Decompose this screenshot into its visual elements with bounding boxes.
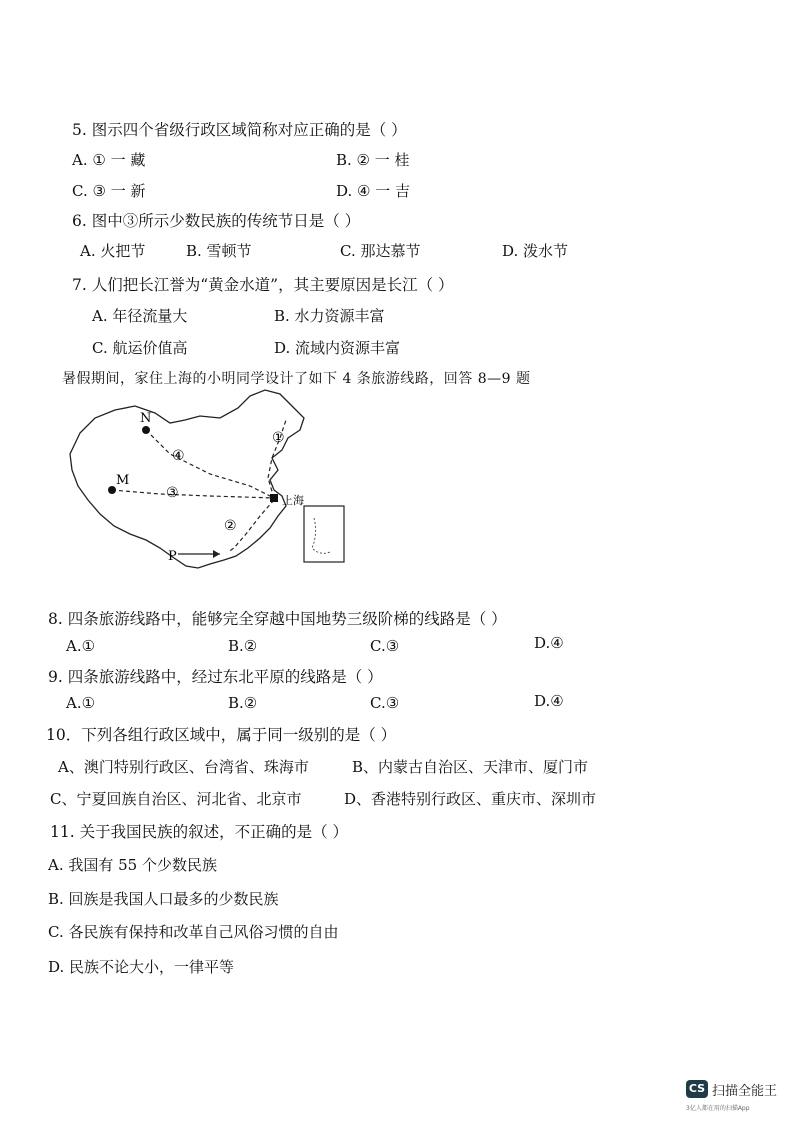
- question-9-stem: 9. 四条旅游线路中，经过东北平原的线路是（ ）: [48, 668, 383, 686]
- question-11-option-a: A. 我国有 55 个少数民族: [48, 856, 217, 874]
- watermark-app-name: 扫描全能王: [712, 1084, 778, 1099]
- point-m-marker: [108, 486, 116, 494]
- question-10-option-c: C、宁夏回族自治区、河北省、北京市: [50, 790, 302, 808]
- question-11-stem: 11. 关于我国民族的叙述，不正确的是（ ）: [50, 823, 349, 841]
- question-5-option-d: D. ④ 一 吉: [336, 182, 411, 200]
- question-11-option-c: C. 各民族有保持和改革自己风俗习惯的自由: [48, 923, 339, 941]
- question-9-option-a: A.①: [66, 694, 96, 712]
- question-11-option-b: B. 回族是我国人口最多的少数民族: [48, 890, 279, 908]
- question-6-option-b: B. 雪顿节: [186, 242, 252, 260]
- question-8-option-b: B.②: [228, 637, 258, 655]
- question-8-option-c: C.③: [370, 637, 400, 655]
- question-5-option-a: A. ① 一 藏: [72, 151, 146, 169]
- watermark-tagline: 3亿人都在用的扫描App: [686, 1105, 750, 1112]
- questions-8-9-intro: 暑假期间，家住上海的小明同学设计了如下 4 条旅游线路，回答 8—9 题: [62, 371, 531, 387]
- question-8-option-d: D.④: [534, 634, 564, 652]
- question-5-option-c: C. ③ 一 新: [72, 182, 146, 200]
- label-route-3: ③: [166, 485, 179, 501]
- question-10-stem: 10．下列各组行政区域中，属于同一级别的是（ ）: [46, 726, 397, 744]
- question-6-stem: 6. 图中③所示少数民族的传统节日是（ ）: [72, 212, 361, 230]
- question-10-option-b: B、内蒙古自治区、天津市、厦门市: [352, 758, 589, 776]
- point-n-marker: [142, 426, 150, 434]
- china-route-map: [60, 388, 380, 598]
- question-7-stem: 7. 人们把长江誉为“黄金水道”，其主要原因是长江（ ）: [72, 276, 454, 294]
- question-7-option-c: C. 航运价值高: [92, 339, 188, 357]
- question-6-option-c: C. 那达慕节: [340, 242, 421, 260]
- label-m: M: [116, 473, 130, 488]
- question-7-option-b: B. 水力资源丰富: [274, 307, 385, 325]
- question-6-option-d: D. 泼水节: [502, 242, 569, 260]
- label-route-2: ②: [224, 518, 237, 534]
- camscanner-logo-icon: CS: [686, 1080, 708, 1098]
- question-9-option-c: C.③: [370, 694, 400, 712]
- question-9-option-d: D.④: [534, 692, 564, 710]
- label-n: N: [140, 411, 152, 426]
- china-outline: [70, 390, 304, 568]
- question-7-option-d: D. 流域内资源丰富: [274, 339, 401, 357]
- shanghai-marker: [270, 494, 278, 502]
- label-p: P: [168, 549, 177, 564]
- question-5-option-b: B. ② 一 桂: [336, 151, 410, 169]
- route-3-line: [112, 490, 274, 498]
- label-shanghai: 上海: [282, 494, 304, 507]
- question-10-option-a: A、澳门特别行政区、台湾省、珠海市: [58, 758, 309, 776]
- question-6-option-a: A. 火把节: [80, 242, 146, 260]
- question-11-option-d: D. 民族不论大小，一律平等: [48, 958, 235, 976]
- question-10-option-d: D、香港特别行政区、重庆市、深圳市: [344, 790, 597, 808]
- inset-boundary: [312, 518, 330, 553]
- question-9-option-b: B.②: [228, 694, 258, 712]
- question-8-stem: 8. 四条旅游线路中，能够完全穿越中国地势三级阶梯的线路是（ ）: [48, 610, 507, 628]
- label-route-4: ④: [172, 448, 185, 464]
- question-7-option-a: A. 年径流量大: [92, 307, 188, 325]
- question-8-option-a: A.①: [66, 637, 96, 655]
- label-route-1: ①: [272, 430, 285, 446]
- question-5-stem: 5. 图示四个省级行政区域简称对应正确的是（ ）: [72, 121, 407, 139]
- route-p-arrow-icon: [213, 550, 220, 558]
